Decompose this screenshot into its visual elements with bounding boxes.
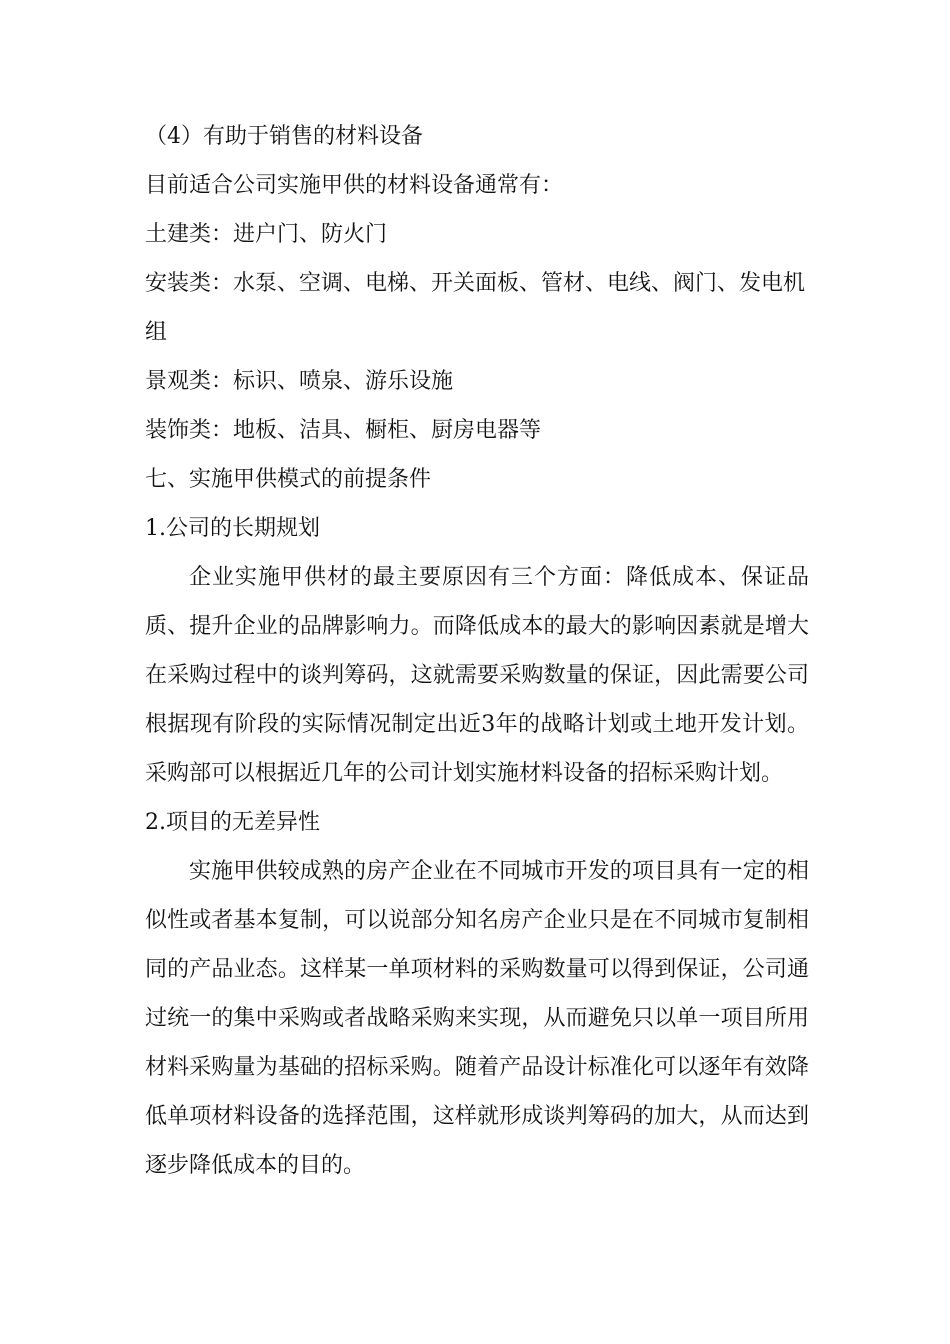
category-installation: 安装类：水泵、空调、电梯、开关面板、管材、电线、阀门、发电机组	[145, 271, 806, 345]
category-landscape: 景观类：标识、喷泉、游乐设施	[145, 369, 454, 394]
intro-line: 目前适合公司实施甲供的材料设备通常有：	[145, 173, 564, 198]
subsection-heading-1: 1.公司的长期规划	[145, 516, 320, 541]
list-heading-4: （4）有助于销售的材料设备	[145, 124, 423, 149]
document-body	[145, 112, 809, 1190]
category-decoration: 装饰类：地板、洁具、橱柜、厨房电器等	[145, 418, 542, 443]
subsection-heading-2: 2.项目的无差异性	[145, 810, 320, 835]
section-title: 七、实施甲供模式的前提条件	[145, 467, 432, 492]
subsection-paragraph-1: 企业实施甲供材的最主要原因有三个方面：降低成本、保证品质、提升企业的品牌影响力。而降低成本的最大的影响因素就是增大在采购过程中的谈判筹码，这就需要采购数量的保证，因此需要公司根据现有阶段的实际情况制定出近3年的战略计划或土地开发计划。采购部可以根据近几年的公司计划实施材料设备的招标采购计划。	[145, 565, 809, 786]
category-civil: 土建类：进户门、防火门	[145, 222, 388, 247]
subsection-paragraph-2: 实施甲供较成熟的房产企业在不同城市开发的项目具有一定的相似性或者基本复制，可以说部分知名房产企业只是在不同城市复制相同的产品业态。这样某一单项材料的采购数量可以得到保证，公司通过统一的集中采购或者战略采购来实现，从而避免只以单一项目所用材料采购量为基础的招标采购。随着产品设计标准化可以逐年有效降低单项材料设备的选择范围，这样就形成谈判筹码的加大，从而达到逐步降低成本的目的。	[145, 859, 809, 1178]
